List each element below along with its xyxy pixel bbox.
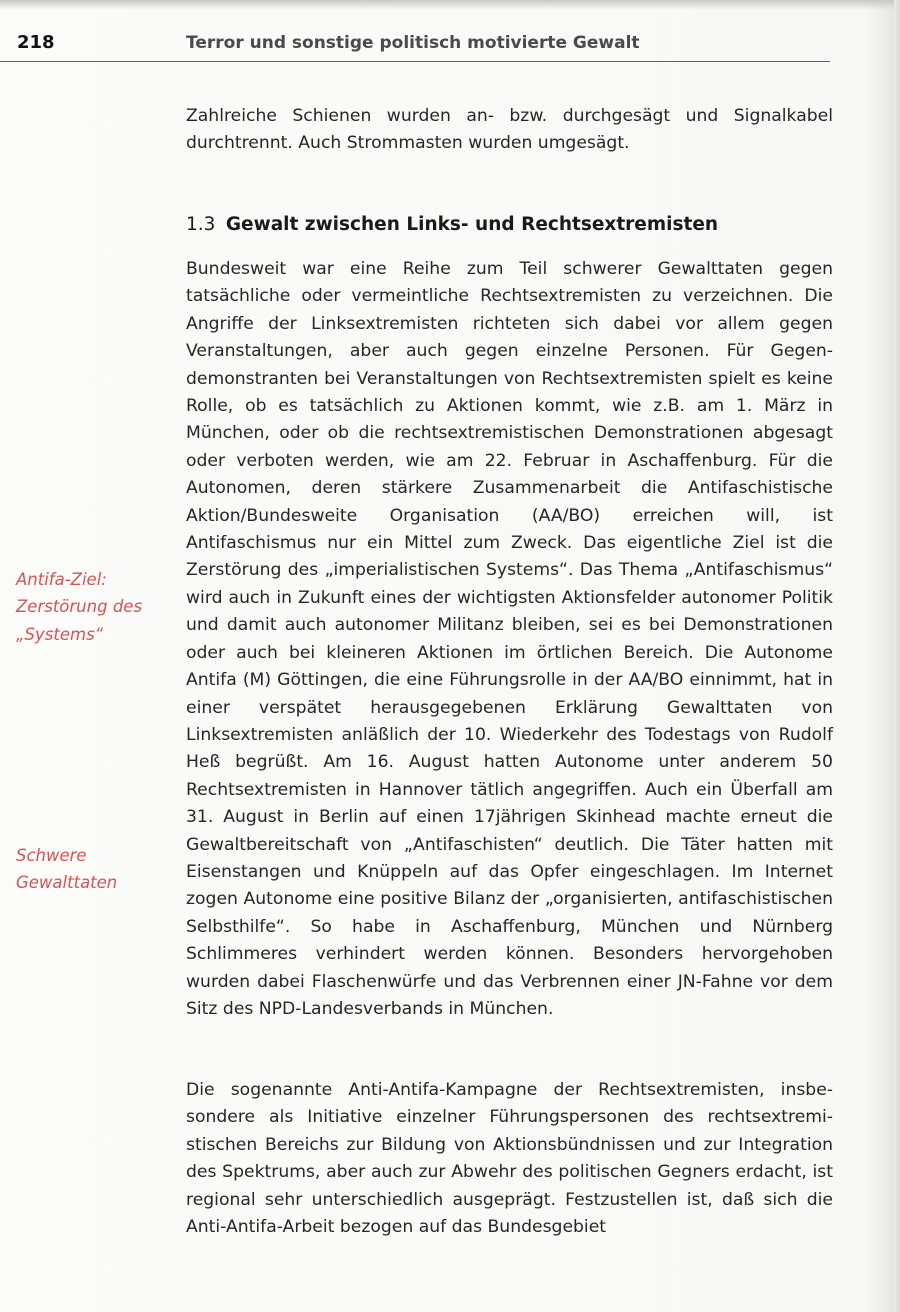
margin-note-schwere-gewalttaten: Schwere Gewalttaten bbox=[16, 846, 118, 893]
section-heading bbox=[186, 214, 718, 235]
section-title: Gewalt zwischen Links- und Rechtsextremisten bbox=[225, 214, 719, 235]
running-header: Terror und sonstige politisch motivierte Gewalt bbox=[186, 33, 640, 53]
section-number: 1.3 bbox=[186, 214, 216, 235]
paragraph-intro: Zahlreiche Schienen wurden an- bzw. durchgesägt und Signalkabel durchtrennt. Auch Strommasten wurden umgesägt. bbox=[186, 106, 833, 154]
paragraph-anti-antifa: Die sogenannte Anti-Antifa-Kampagne der Rechtsextremisten, insbesondere als Initiative einzelner Führungspersonen des rechtsextremistischen Bereichs zur Bildung von Aktionsbündnissen und zur Integration des Spektrums, aber auch zur Abwehr des politischen Gegners erdacht, ist regional sehr unterschiedlich ausgeprägt. Festzustellen ist, daß sich die Anti-Antifa-Arbeit bezogen auf das Bundesgebiet bbox=[186, 1080, 833, 1238]
margin-note-antifa-ziel: Antifa-Ziel: Zerstörung des „Systems“ bbox=[16, 570, 143, 644]
page-number: 218 bbox=[17, 32, 55, 53]
page-edge bbox=[894, 0, 900, 1312]
page-top-shadow bbox=[0, 0, 900, 10]
header-rule bbox=[0, 61, 830, 62]
paragraph-main: Bundesweit war eine Reihe zum Teil schwerer Gewalttaten gegen tatsächliche oder vermeintliche Rechtsextremisten zu verzeichnen. Die Angriffe der Linksextremisten richteten sich dabei vor allem gegen Veranstaltungen, aber auch gegen einzelne Personen. Für Gegendemonstranten bei Veranstaltungen von Rechtsextremisten spielt es keine Rolle, ob es tatsächlich zu Aktionen kommt, wie z.B. am 1. März in München, oder ob die rechtsextremistischen Demonstrationen abgesagt oder verboten werden, wie am 22. Februar in Aschaffenburg. Für die Autonomen, deren stärkere Zusammenarbeit die Antifaschistische Aktion/Bundesweite Organisation (AA/BO) erreichen will, ist Antifaschismus nur ein Mittel zum Zweck. Das eigentliche Ziel ist die Zerstörung des „imperialistischen Systems“. Das Thema „Antifaschismus“ wird auch in Zukunft eines der wichtigsten Aktionsfelder autonomer Politik und damit auch autonomer Militanz bleiben, sei es bei Demonstrationen oder auch bei kleineren Aktionen im örtlichen Bereich. Die Autonome Antifa (M) Göttingen, die eine Führungsrolle in der AA/BO einnimmt, hat in einer verspätet herausgegebenen Erklärung Gewalttaten von Linksextremisten anläßlich der 10. Wiederkehr des Todestags von Rudolf Heß begrüßt. Am 16. August hatten Autonome unter anderem 50 Rechtsextremisten in Hannover tätlich angegriffen. Auch ein Überfall am 31. August in Berlin auf einen 17jährigen Skinhead machte erneut die Gewaltbereitschaft von „Antifaschisten“ deutlich. Die Täter hatten mit Eisenstangen und Knüppeln auf das Opfer eingeschlagen. Im Internet zogen Autonome eine positive Bilanz der „organisierten, antifaschistischen Selbsthilfe“. So habe in Aschaffenburg, München und Nürnberg Schlimmeres verhindert werden können. Besonders hervorgehoben wurden dabei Flaschenwürfe und das Verbrennen einer JN-Fahne vor dem Sitz des NPD-Landesverbands in München. bbox=[186, 259, 833, 1019]
